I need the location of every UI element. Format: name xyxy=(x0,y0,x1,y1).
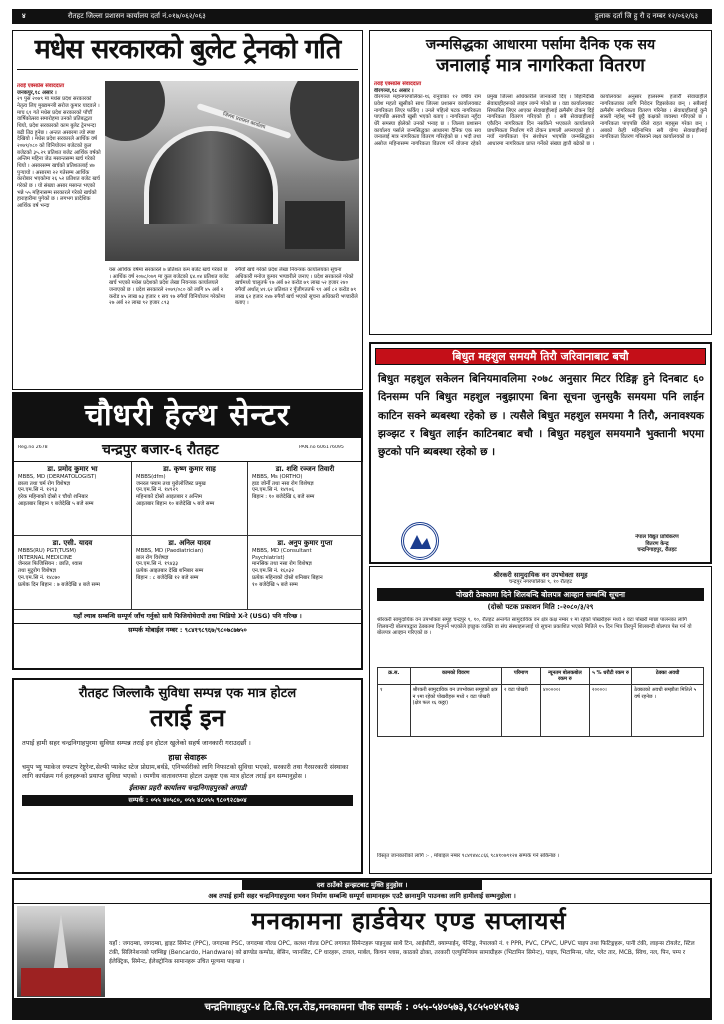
forest-notice-title: पोखरी ठेक्कामा दिने शिलबन्दि बोलपत्र आव्हान सम्बन्धि सूचना xyxy=(377,588,704,601)
hotel-services: चमुप भ्यु प्याकेज रुफटप रेष्टुरेन्ट,सेल्फी प्याकेट स्टेज प्रोग्राम,बर्थडे, एनिभर्सरीको लागि निफाटको सुविधा भएको, सरकारी तथा गैरसरकारी संस्थाका लागि कार्यक्रम गर्न हलहरूको प्रयाप्त सुविधा भएको । रमणीय वातावरणमा होटल उत्कृष्ट एक मात्र होटल तराई इन सम्भानुहोस । xyxy=(22,764,349,781)
forest-org: श्रीरकरी सामुदायिक वन उपभोक्ता समूह xyxy=(493,571,588,579)
electricity-notice xyxy=(369,342,712,564)
story-madhesh-col1: २९ पुस २०७९ मा मधेस प्रदेश सरकारको नेतृत्व लिए मुख्यमन्त्री सरोज कुमार यादवले । माघ ६१ गते मधेस प्रदेश सरकारको पाँचौँ वार्षिकोत्सव समारोहमा उनको प्रतिबद्धता थियो, प्रदेश सरकारको काम बुलेट ट्रेनभन्दा बढी तिव्र हुनेछ । अन्तत असारमा त्यो स्पष्ट देखियो । मधेस प्रदेश सरकारले आर्थिक वर्ष २०७९/०८० को विनियोजन बजेटको कुल बजेटको ३५.२९ प्रतिशत बजेट आर्थिक वर्षको अन्तिम महिना जेठ मसान्तसम्म खर्च गरेको थियो । असारसम्म खर्चको प्रतिशतलाई ४७ पुऱ्यायो । असारमा २२ गतेसम्म आर्थिक कारोबार भएकोमा २६ ५२ प्रतिशत बजेट खर्च गरेको छ । यो संख्या असार मसान्त भएको भन्ने ५५ महिनासम्म सरकारले गरेको खर्चको हाराहारीमा पुगेको छ । लगभग प्रादेशिक आर्थिक वर्ष भन्दा xyxy=(17,96,101,209)
story-madhesh-byline: तराई एक्सप्रेस संवाददाता xyxy=(17,83,65,89)
story-citizenship-place: वीरगञ्ज,१८ असार । xyxy=(374,87,414,94)
story-madhesh-col3: रुपैयाँ खर्च गरेको प्रदेश लेखा नियन्त्रक कार्यालयका सूचना अधिकारी मनोज कुमार भण्डारीले जनाए । प्रदेश सरकारले गरेको खर्चमध्ये चालुतर्फ १७ अर्ब ७२ करोड ७९ लाख ५२ हजार २४० रुपैयाँ अर्थात् ४१.६२ प्रतिशत र पुँजीगततर्फ ९१ अर्ब ८२ करोड ७९ लाख ६२ हजार २४७ रुपैयाँ खर्च भएको सूचना अधिकारी भण्डारीले बताए । xyxy=(235,267,358,307)
hardware-title: मनकामना हार्डवेयर एण्ड सप्लायर्स xyxy=(251,907,567,935)
doctor-card: डा. कृष्ण कुमार साह MBBS(dfm) जनरल फ्याम तथा युरोलोजिस्ट प्रमुख एन.एम.सि नं. १४९२९ महिनाको दोस्रो आइतबार र अन्तिम आइतबार बिहान १० बजेदेखि ५ बजे सम्म xyxy=(132,462,248,536)
story-citizenship xyxy=(369,30,712,335)
electricity-title: बिधुत महशुल समयमै तिरौ जरिवानाबाट बचौ xyxy=(375,348,706,365)
hotel-services-title: हाम्रा सेवाहरू xyxy=(168,753,207,762)
electricity-body: बिधुत महशुल सकेलन बिनियमावलिमा २०७८ अनुसार मिटर रिडिङ्ग हुने दिनबाट ६० दिनसम्म पनि बिधुत महशुल नबुझाएमा बिना सूचना जुनसुकै समयमा पनि लाईन काटिन सक्ने ब्यबस्था रहेको छ । त्यसैले बिधुत महशुल समयमा नै तिरौ, अनावश्यक झञ्झट र बिधुत लाईन काटिनबाट बचौ । बिधुत महशुल समयमानै भुक्तानी भएमा छुटको पनि ब्यबस्था रहेको छ । xyxy=(378,373,704,459)
health-pan: PAN.no 606176095 xyxy=(299,445,344,450)
hardware-tagline: अब तपाई हामी सहर चन्द्रनिगाहपुरमा भवन निर्माण सम्बन्धि सम्पूर्ण सामानहरू एउटै छानामुनि पाउनका लागि हामीलाई सम्भनुहोला । xyxy=(14,890,710,904)
hotel-address: ईलाका प्रहरी कार्यालय चन्द्रनिगाहपुरको अगाडी xyxy=(128,784,247,793)
electricity-org xyxy=(607,534,707,554)
hotel-intro: तपाई हामी सहर चन्द्रनिगाहपुरमा सुविधा सम्पन्न तराई इन होटल खुलेको सहर्ष जानकारी गराउदछौं । xyxy=(22,739,251,747)
doctor-card: डा. प्रमोद कुमार भा MBBS, MD (DERMATOLOGIST) छाला तथा चर्म रोग विशेषज्ञ एन.एम.सि नं. १२९३ हरेक महिनाको दोस्रो र चौथो शनिबार आइतबार बिहान ९ बजेदेखि ५ बजे सम्म xyxy=(14,462,132,536)
forest-notice-body: श्रीरकरी सामुदायिक वन उपभोक्ता समूह चन्द्रपुर ९, १०, रौतहट अन्तर्गत सामुदायिक वन क्षेत्र कक्ष नम्बर १ मा रहेको पोखरीहरू मध्ये २ वटा पोखरी माछा पालनका लागि शिलबन्दी बोलपत्रद्वारा ठेक्कामा दिनुपर्ने भएकोले इच्छुक व्यक्ति वा संघ संस्थाहरूलाई यो सूचना प्रकाशित भएको मितिले १५ दिन भित्र तिरपुर्ने शिलबन्दी बोलपत्र पेस गर्न यो बोलपत्र आव्हान गरिएको छ । xyxy=(377,616,692,637)
page-header xyxy=(12,9,712,24)
health-footer-contact: सम्पर्क मोबाईल नम्बर : ९८४१९८९६७/९८०७८७७५० xyxy=(128,626,247,634)
district-office-photo xyxy=(105,81,359,261)
doctor-card: डा. शशि रञ्जन तिवारी MBBS, Ms (ORTHO) हाड जोर्नी तथा नसा रोग विशेषज्ञ एन.एम.सि नं. १४९०६ बिहान : १० बजेदेखि ६ बजे सम्म xyxy=(248,462,363,536)
electricity-org-line2: वितरण केन्द्र xyxy=(645,540,669,547)
doctor-card: डा. अनुप कुमार गुप्ता MBBS, MD (Consultant Psychiatrist) मानसिक तथा नसा रोग विशेषज्ञ एन.एम.सि नं. १६०३२ प्रत्येक महिनाको दोस्रो शनिबार बिहान १० बजेदेखि ५ बजे सम्म xyxy=(248,536,363,610)
doctor-card: डा. एसी. यादव MBBS(RU) PGT(TUSM) INTERNAL MEDICINE जेनरल फिजिसियन : छाति, श्वास तथा मुटुरोग विशेषज्ञ एन.एम.सि नं. १४८७० प्रत्येक दिन बिहान : ७ बजेदेखि ४ बजे सम्म xyxy=(14,536,132,610)
table-row: १ श्रीरकरी सामुदायिक वन उपभोक्ता समूहको क्षत्र न १मा रहेको पोखरीहरू मध्ये २ वटा पोखरी (क्षेत्र फल १६ कठ्ठा) २ वटा पोखरी ४०००००। २००००। ठेक्काको अवधी सम्झौता मितिले ५ वर्ष रहनेछ । xyxy=(378,685,704,737)
temple-photo xyxy=(17,906,105,997)
hotel-name: तराई इन xyxy=(150,704,225,732)
health-footer-services: यहाँ ल्याब सम्बन्धि सम्पूर्ण जाँच गर्नुको साथै फिजियोथेरापी तथा भिडियो X-रे (USG) पनि गरिन्छ । xyxy=(14,610,361,624)
story-madhesh-place: जनकपुर,१८ असार । xyxy=(17,89,57,96)
story-madhesh-headline: मधेस सरकारको बुलेट ट्रेनको गति xyxy=(17,35,358,70)
doctor-grid xyxy=(14,462,361,610)
hotel-ad xyxy=(12,678,363,874)
hardware-footer: चन्द्रनिगाहपुर-४ टि.सि.एन.रोड,मनकामना चौक सम्पर्क : ०५५-५४०५७३,९८५५०४५१७३ xyxy=(14,998,710,1018)
hardware-pretitle: दश ठाउँको झन्झटबाट मुक्ति हुनुहोस । xyxy=(242,880,482,890)
doctor-card: डा. अनिल यादव MBBS, MD (Paediatrician) बाल रोग विशेषज्ञ एन.एम.सि नं. १९४३३ प्रत्येक आइतबार देखि शनिबार सम्म बिहान : ८ बजेदेखि १२ बजे सम्म xyxy=(132,536,248,610)
health-address: चन्द्रपुर बजार-६ रौतहट xyxy=(102,442,219,458)
forest-notice-date: (दोस्रो पटक प्रकाशन मिति :-२०८०/३/२९ xyxy=(487,602,594,611)
hardware-list: यहाँ : जगदम्बा, जगदम्बा, ह्वाइट सिमेन्ट (PPC), जगदम्बा PSC, जगदम्बा गोल्ड OPC, कलश गोल्ड OPC लगायत सिमेन्टहरू पाइनुका साथै टिन, आईसीटी, क्याम्पाईन्, पेन्टिङ्ग, नेपालको नं. १ PPR, PVC, CPVC, UPVC पाइप तथा फिटिङ्गहरू, पानी टंकी, लाइन्स टोयलेट, स्टिल टंकी, सिलिनेशनको प्लम्बिङ्ग (Bencardo, Handware) को ब्राण्डेड कम्पोड, बेसिन, प्यानसिट, CP धारहरू, टायल, मार्बल, किचन ग्लास, काठको ढोका, तरकारी एल्युमिनियम सामाग्रीहरू (भिटामिन सिमेन्ट), पाइप, भिटामिन्स, प्लेट, प्लेट तार, MCB, स्विच, नल, पिन, पम्प र ईलेक्ट्रिक, सिमेन्ट, ईलेक्ट्रोनिक सामानहरू उचित मूल्यमा पाइन्छ । xyxy=(109,941,695,965)
table-header-row: क्र.स. कामको विवरण परिमाण न्यूनतम बोलकबोल रकम रु ५ % धरौटी रकम रु ठेक्का अवधी xyxy=(378,667,704,685)
story-madhesh xyxy=(12,30,363,390)
hotel-contact: सम्पर्क : ०५५ ४०५८०, ०५५ ४८०५५ ९८०९२८७०४ xyxy=(22,795,353,806)
forest-notice-footer: विस्तृत जानकारीको लागि :- , मोबाइल नम्बर ९८४१४४८८६६ ९८४१०७९१२४ सम्पर्क गर्न सकिनेछ । xyxy=(377,853,560,859)
story-madhesh-col2: यस आर्थिक वर्षमा सरकारले ७ प्रतिशत कम बजेट खर्च गरेको छ । आर्थिक वर्ष २०७८/०७९ मा कुल बजेटको ६४.०४ प्रतिशत बजेट खर्च भएको मधेस प्रदेशको प्रदेश लेखा नियन्त्रक कार्यालयले जनाएको छ । प्रदेश सरकारले २०७९/०८० को लागि ४५ अर्ब २ करोड ४५ लाख ७३ हजार १ सय १७ रुपैयाँ विनियोजन गरेकोमा २७ अर्ब २२ लाख ९२ हजार ८९३ xyxy=(109,267,229,307)
hardware-ad xyxy=(12,878,712,1020)
nea-logo-icon xyxy=(401,522,439,560)
health-reg: Reg.no 2678 xyxy=(18,445,48,450)
photo-gate-signboard: जिल्ला प्रशासन कार्यालय xyxy=(196,103,291,139)
forest-address: चन्द्रपुर नगरपालिका ९, १० रौतहट xyxy=(508,579,573,586)
story-citizenship-body: वीरगञ्ज महानगरपालिका-१६ रानुवाका १२ वर्षीय राम प्रवेश महतो खुसीको साथ जिल्ला प्रशासन कार्यालयबाट नागरिकता लिएर फर्किए । उनले पहिलो पटक नागरिकता पाएपछि असाध्यै खुसी भएको बताए । नागरिकता नहुँदा धेरै समस्या झेलेको उनको भनाइ छ । जिल्ला प्रशासन कार्यालय पर्साले जन्मसिद्धका आधारमा दैनिक एक सय जनालाई मात्र नागरिकता वितरण गरिरहेको छ । भदौ तथा असोज महिनासम्म नागरिकता वितरण गर्ने योजना रहेको प्रमुख जिल्ला अधिकारीले जानकारी दिए । बिहानैदेखि सेवाग्राहीहरूको लाइन लाग्ने गरेको छ । वडा कार्यालयबाट सिफारिस लिएर आएका सेवाग्राहीलाई क्रमैसँग टोकन दिई नागरिकता वितरण गरिएको हो । सबै सेवाग्राहीलाई एकैदिन नागरिकता दिन नसकिने भएकाले कार्यालयले प्राथमिकता निर्धारण गरी टोकन प्रणाली अपनाएको हो । नयाँ नागरिकता ऐन संशोधन भएपछि जन्मसिद्धका आधारमा नागरिकता प्राप्त गर्नेको संख्या ह्वात्तै बढेको छ । कार्यालयका अनुसार हालसम्म हजारौँ सेवाग्राहीले नागरिकताका लागि निवेदन दिइसकेका छन् । सबैलाई क्रमैसँग नागरिकता वितरण गरिनेछ । सेवाग्राहीलाई कुनै सास्ती नहोस् भनी छुट्टै कक्षको व्यवस्था गरिएको छ । नागरिकता पाएपछि धेरैले राहत महसुस गरेका छन् । अबको केही महिनाभित्र सबै योग्य सेवाग्राहीलाई नागरिकता वितरण गरिसक्ने लक्ष्य कार्यालयको छ । xyxy=(374,94,707,147)
header-registration-right: हुलाक दर्ता जि हु रौ द नम्बर १२/०६२/६३ xyxy=(594,12,698,20)
story-citizenship-headline-1: जन्मसिद्धका आधारमा पर्सामा दैनिक एक सय xyxy=(425,37,656,53)
header-registration-left: रौतहट जिल्ला प्रशासन कार्यालय दर्ता नं.०१७/०६२/०६३ xyxy=(67,12,206,20)
health-title: चौधरी हेल्थ सेन्टर xyxy=(14,394,361,438)
forest-tender-table xyxy=(377,667,704,738)
electricity-org-line1: नेपाल विद्युत प्राधिकरण xyxy=(635,534,679,540)
health-center-ad xyxy=(12,392,363,670)
page-number: ४ xyxy=(22,12,26,20)
hotel-top-line: रौतहट जिल्लाकै सुविधा सम्पन्न एक मात्र होटल xyxy=(78,686,297,701)
electricity-org-line3: चन्द्रनिगाहपुर, रौतहट xyxy=(637,547,677,554)
story-citizenship-byline: तराई एक्सप्रेस संवाददाता xyxy=(374,81,422,87)
forest-notice xyxy=(369,566,712,874)
story-citizenship-headline-2: जनालाई मात्र नागरिकता वितरण xyxy=(436,55,645,76)
